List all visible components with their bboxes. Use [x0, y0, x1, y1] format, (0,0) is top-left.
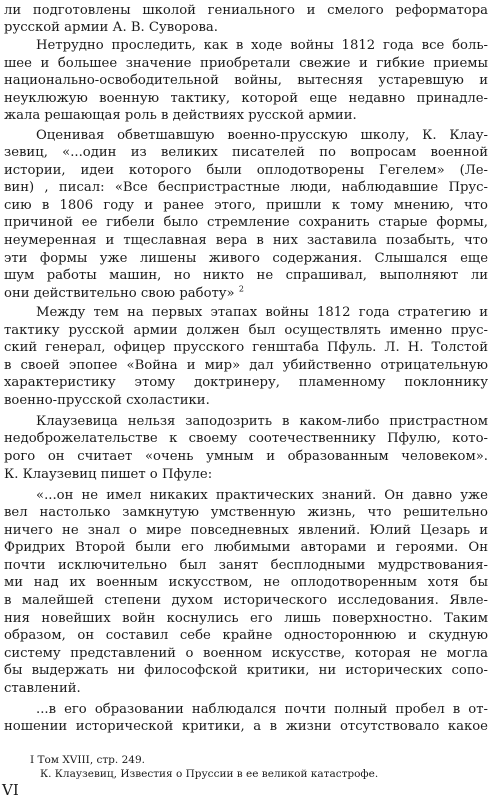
quote-line: ...в его образовании наблюдался почти полный пробел в от- [36, 701, 488, 717]
text-line: эти формы уже лишены живого содержания. Слышался еще [4, 250, 488, 266]
text-line: причиной ее гибели было стремление сохранить старые формы, [4, 215, 488, 231]
text-line: вин) , писал: «Все беспристрастные люди, наблюдавшие Прус- [4, 180, 488, 196]
text-line: Клаузевица нельзя заподозрить в каком-либо пристрастном [36, 413, 488, 429]
text-line: национально-освободительной войны, вытесняя устаревшую и [4, 73, 488, 89]
quote-line: ничего не знал о мире повседневных явлений. Юлий Цезарь и [4, 522, 488, 538]
text-line: жала решающая роль в действиях русской армии. [4, 108, 357, 124]
text-line: К. Клаузевиц пишет о Пфуле: [4, 466, 213, 482]
footnote: I Том XVIII, стр. 249. [30, 753, 145, 766]
text-line [4, 283, 488, 304]
footnote: К. Клаузевиц, Известия о Пруссии в ее великой катастрофе. [40, 767, 379, 780]
text-line: ли подготовлены школой гениального и смелого реформатора [4, 3, 488, 18]
quote-line: почти исключительно был занят бесплодными мудрствования- [4, 557, 488, 573]
quote-line: ми над их военным искусством, не оплодотворенным хотя бы [4, 575, 488, 591]
text-line: неуклюжую военную тактику, которой еще недавно принадле- [4, 90, 488, 106]
quote-line: ставлений. [4, 680, 81, 696]
footnote-marker: 2 [238, 284, 244, 294]
quote-line: ния новейших войн коснулись его лишь поверхностно. Таким [4, 610, 488, 626]
text-line: неумеренная и тщеславная вера в них заставила позабыть, что [4, 233, 488, 249]
quote-line: «...он не имел никаких практических знаний. Он давно уже [36, 487, 488, 503]
text-line: шум работы машин, но никто не спрашивал, выполняют ли [4, 268, 488, 284]
text-line: Нетрудно проследить, как в ходе войны 1812 года все боль- [36, 38, 488, 54]
quote-line: вел настолько замкнутую умственную жизнь, что решительно [4, 505, 488, 521]
text-line: недоброжелательстве к своему соотечественнику Пфулю, кото- [4, 431, 488, 447]
text-line: сию в 1806 году и ранее этого, пришли к тому мнению, что [4, 197, 488, 213]
text-line: тактику русской армии должен был осуществлять именно прус- [4, 322, 488, 338]
quote-line: образом, он составил себе крайне одностороннюю и скудную [4, 628, 488, 644]
text-line: шее и большее значение приобретали свежие и гибкие приемы [4, 55, 488, 71]
text-line-content: они действительно свою работу» [4, 285, 235, 301]
page-number: VI [2, 781, 19, 799]
text-line: истории, идеи которого были оплодотворены Гегелем» (Ле- [4, 162, 488, 178]
text-line: в своей эпопее «Война и мир» дал убийственно отрицательную [4, 357, 488, 373]
quote-line: систему представлений о военном искусстве, которая не могла [4, 645, 488, 661]
text-line: зевиц, «...один из великих писателей по вопросам военной [4, 145, 488, 161]
text-line: рого он считает «очень умным и образованным человеком». [4, 449, 488, 465]
text-line: военно-прусской схоластики. [4, 392, 210, 408]
quote-line: бы выдержать ни философской критики, ни исторических сопо- [4, 663, 488, 679]
quote-line: ношении исторической критики, а в жизни отсутствовало какое [4, 719, 488, 735]
quote-line: Фридрих Второй были его любимыми авторами и героями. Он [4, 540, 488, 556]
text-line: русской армии А. В. Суворова. [4, 19, 218, 35]
text-line: характеристику этому доктринеру, пламенному поклоннику [4, 375, 488, 391]
text-line: Между тем на первых этапах войны 1812 года стратегию и [36, 305, 488, 321]
text-line: Оценивая обветшавшую военно-прусскую школу, К. Клау- [36, 127, 488, 143]
quote-line: в малейшей степени духом исторического исследования. Явле- [4, 593, 488, 609]
text-line: ский генерал, офицер прусского генштаба Пфуль. Л. Н. Толстой [4, 340, 488, 356]
